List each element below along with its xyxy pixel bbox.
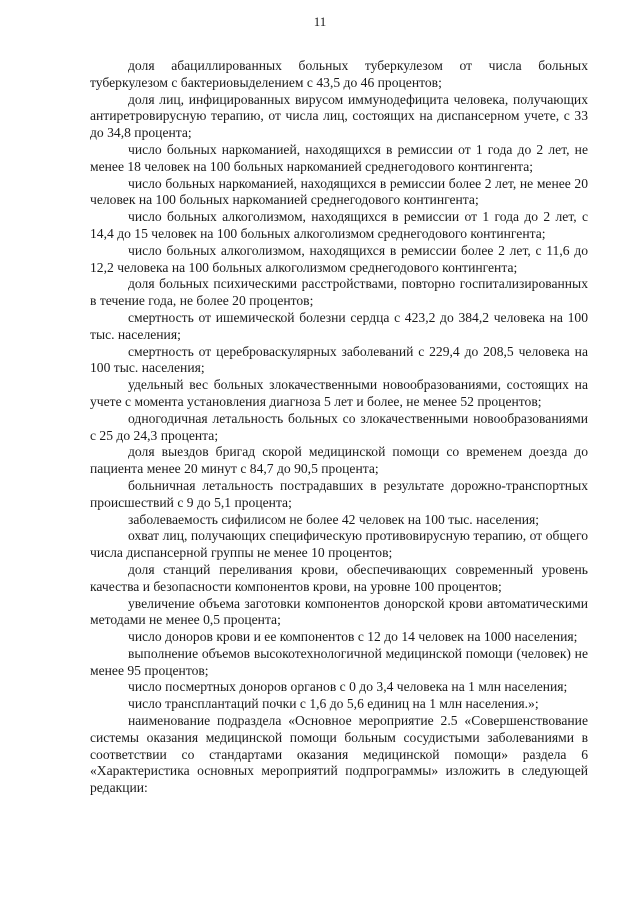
paragraph-psychiatric-rehospitalization: доля больных психическими расстройствами, повторно госпитализированных в течение года, не более 20 процентов;	[90, 276, 588, 309]
paragraph-blood-donors: число доноров крови и ее компонентов с 12 до 14 человек на 1000 населения;	[128, 629, 578, 645]
paragraph-antiviral-coverage: охват лиц, получающих специфическую противовирусную терапию, от общего числа диспансерной группы не менее 10 процентов;	[90, 528, 588, 561]
paragraph-blood-stations: доля станций переливания крови, обеспечивающих современный уровень качества и безопасности компонентов крови, на уровне 100 процентов;	[90, 561, 588, 594]
paragraph-alcohol-remission-2plus: число больных алкоголизмом, находящихся в ремиссии более 2 лет, с 11,6 до 12,2 человека на 100 больных алкоголизмом среднегодового контингента;	[90, 242, 588, 275]
paragraph-oncology-one-year-lethality: одногодичная летальность больных со злокачественными новообразованиями с 25 до 24,3 процента;	[90, 410, 588, 443]
paragraph-high-tech-care: выполнение объемов высокотехнологичной медицинской помощи (человек) не менее 95 процентов;	[90, 645, 588, 678]
paragraph-subsection-title-change: наименование подраздела «Основное мероприятие 2.5 «Совершенствование системы оказания медицинской помощи больным сосудистыми заболеваниями в соответствии со стандартами оказания медицинской помощи» раздела 6 «Характеристика основных мероприятий подпрограммы» изложить в следующей редакции:	[90, 713, 588, 796]
paragraph-tb-abacillary: доля абациллированных больных туберкулезом от числа больных туберкулезом с бактериовыделением с 43,5 до 46 процентов;	[90, 58, 588, 90]
document-body	[90, 58, 588, 797]
paragraph-blood-automation: увеличение объема заготовки компонентов донорской крови автоматическими методами не менее 0,5 процента;	[90, 595, 588, 628]
paragraph-kidney-transplants: число трансплантаций почки с 1,6 до 5,6 единиц на 1 млн населения.»;	[128, 696, 539, 712]
paragraph-drug-remission-1-2: число больных наркоманией, находящихся в ремиссии от 1 года до 2 лет, не менее 18 человек на 100 больных наркоманией среднегодового контингента;	[90, 141, 588, 174]
paragraph-posthumous-donors: число посмертных доноров органов с 0 до 3,4 человека на 1 млн населения;	[128, 679, 568, 695]
paragraph-oncology-5-years: удельный вес больных злокачественными новообразованиями, состоящих на учете с момента установления диагноза 5 лет и более, не менее 52 процентов;	[90, 377, 588, 409]
page-number: 11	[313, 14, 327, 29]
paragraph-ischemic-mortality: смертность от ишемической болезни сердца с 423,2 до 384,2 человека на 100 тыс. населения;	[90, 309, 588, 342]
paragraph-hiv-therapy: доля лиц, инфицированных вирусом иммунодефицита человека, получающих антиретровирусную терапию, от числа лиц, состоящих на диспансерном учете, с 33 до 34,8 процента;	[90, 91, 588, 141]
paragraph-road-accident-lethality: больничная летальность пострадавших в результате дорожно-транспортных происшествий с 9 до 5,1 процента;	[90, 477, 588, 510]
paragraph-alcohol-remission-1-2: число больных алкоголизмом, находящихся в ремиссии от 1 года до 2 лет, с 14,4 до 15 человек на 100 больных алкоголизмом среднегодового контингента;	[90, 209, 588, 241]
paragraph-syphilis-incidence: заболеваемость сифилисом не более 42 человек на 100 тыс. населения;	[128, 511, 540, 527]
paragraph-drug-remission-2plus: число больных наркоманией, находящихся в ремиссии более 2 лет, не менее 20 человек на 100 больных наркоманией среднегодового контингента;	[90, 175, 588, 208]
paragraph-ambulance-arrival: доля выездов бригад скорой медицинской помощи со временем доезда до пациента менее 20 минут с 84,7 до 90,5 процента;	[90, 444, 588, 477]
paragraph-cerebrovascular-mortality: смертность от цереброваскулярных заболеваний с 229,4 до 208,5 человека на 100 тыс. населения;	[90, 343, 588, 376]
